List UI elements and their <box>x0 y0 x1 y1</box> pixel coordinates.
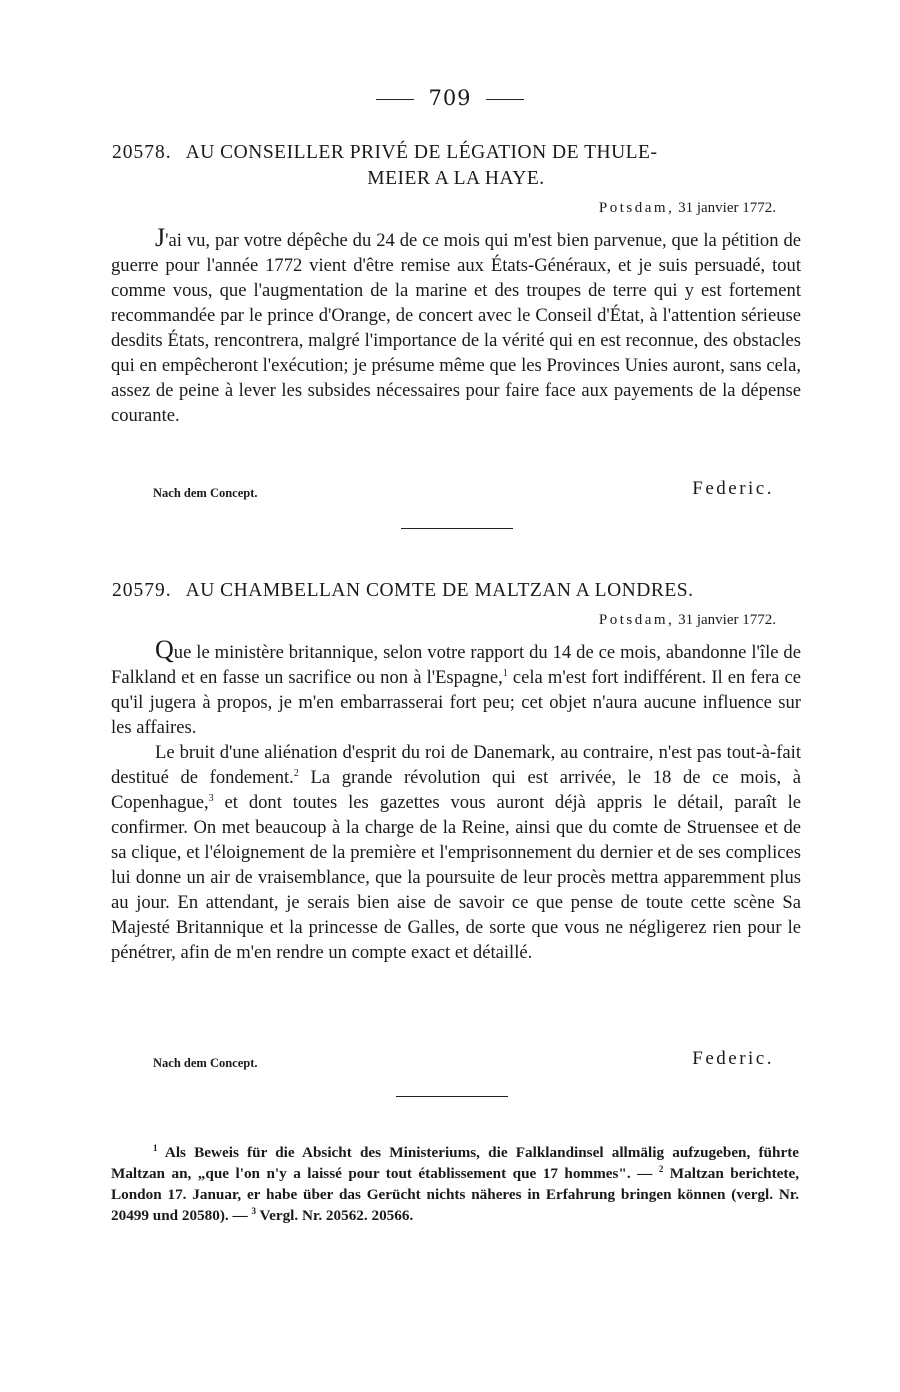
heading-line-2: MEIER A LA HAYE. <box>367 168 545 189</box>
paragraph-text: La grande révolution qui est arrivée, le 18 de ce mois, à Copenhague, <box>111 767 801 813</box>
letter-number: 20578. <box>112 142 172 163</box>
letter-body-20579 <box>111 635 801 965</box>
date: 31 janvier 1772. <box>678 200 776 216</box>
header-dash-left <box>376 99 414 100</box>
paragraph-text: cela m'est fort indifférent. Il en fera ce qu'il jugera à propos, je m'en embarrasserai fort peu; cet objet n'aura aucune influence sur les affaires. <box>111 667 801 738</box>
footnote-3-text: Vergl. Nr. 20562. 20566. <box>256 1207 414 1224</box>
header-dash-right <box>486 99 524 100</box>
date-place: Potsdam, <box>598 612 675 628</box>
date-place: Potsdam, <box>598 200 675 216</box>
page-header <box>0 86 900 110</box>
dateline-20578 <box>599 200 776 217</box>
initial-letter: J <box>155 223 166 252</box>
footnote-mark-1: 1 <box>153 1142 158 1153</box>
date: 31 janvier 1772. <box>678 612 776 628</box>
paragraph-text: et dont toutes les gazettes vous auront déjà appris le détail, paraît le confirmer. On met beaucoup à la charge de la Reine, ainsi que du comte de Struensee et de sa clique, et l'éloignement de la première et l'emprisonnement du dernier et de ses complices lui donne un air de vraisemblance, que la poursuite de leur procès mettra apparemment plus au jour. En attendant, je serais bien aise de savoir ce que pense de toute cette scène Sa Majesté Britannique et la princesse de Galles, de sorte que vous ne négligerez rien pour le pénétrer, afin de m'en rendre un compte exact et détaillé. <box>111 792 801 963</box>
paragraph <box>111 223 801 428</box>
footnotes <box>111 1142 799 1226</box>
footnote-1-text: Als Beweis für die Absicht des Ministeriums, die Falklandinsel allmälig aufzugeben, führte Maltzan an, „que l'on n'y a laissé pour tout établissement que 17 hommes". — <box>111 1144 799 1182</box>
signature-20579: Federic. <box>692 1048 774 1069</box>
initial-letter: Q <box>155 635 174 664</box>
footnote-2-text: Maltzan berichtete, London 17. Januar, er habe über das Gerücht nichts näheres in Erfahrung bringen können (vergl. Nr. 20499 und 20580). — <box>111 1165 799 1224</box>
letter-heading-20579 <box>112 578 800 604</box>
source-note-20578: Nach dem Concept. <box>153 486 258 500</box>
letter-body-20578 <box>111 223 801 428</box>
heading-line-1: AU CHAMBELLAN COMTE DE MALTZAN A LONDRES. <box>185 580 694 601</box>
footnote-mark-2: 2 <box>658 1163 664 1174</box>
signature-20578: Federic. <box>692 478 774 499</box>
footnote-mark-3: 3 <box>251 1205 257 1216</box>
heading-line-1: AU CONSEILLER PRIVÉ DE LÉGATION DE THULE- <box>185 142 658 163</box>
separator-rule <box>401 528 513 529</box>
paragraph-text: 'ai vu, par votre dépêche du 24 de ce mois qui m'est bien parvenue, que la pétition de guerre pour l'année 1772 vient d'être remise aux États-Généraux, et je suis persuadé, tout comme vous, que l'augmentation de la marine et des troupes de terre qui y est fortement recommandée par le prince d'Orange, de concert avec le Conseil d'État, à l'attention sérieuse desdits États, rencontrera, malgré l'importance de la vérité qui en est reconnue, des obstacles qui en empêcheront l'exécution; je présume même que les Provinces Unies auront, sans cela, assez de peine à lever les subsides nécessaires pour faire face aux payements de la dépense courante. <box>111 230 801 426</box>
page-number: 709 <box>428 86 472 110</box>
paragraph-text: ue le ministère britannique, selon votre rapport du 14 de ce mois, abandonne l'île de Falkland et en fasse un sacrifice ou non à l'Espagne, <box>111 642 801 688</box>
separator-rule <box>396 1096 508 1097</box>
letter-number: 20579. <box>112 580 172 601</box>
footnote-ref-1: 1 <box>502 667 508 679</box>
paragraph-text: Le bruit d'une aliénation d'esprit du roi de Danemark, au contraire, n'est pas tout-à-fait destitué de fondement. <box>111 742 801 788</box>
footnote-block <box>111 1142 799 1226</box>
dateline-20579 <box>599 612 776 629</box>
source-note-20579: Nach dem Concept. <box>153 1056 258 1070</box>
letter-heading-20578 <box>112 140 800 192</box>
paragraph-2 <box>111 740 801 965</box>
footnote-ref-2: 2 <box>293 767 299 779</box>
paragraph-1 <box>111 635 801 740</box>
footnote-ref-3: 3 <box>208 792 214 804</box>
